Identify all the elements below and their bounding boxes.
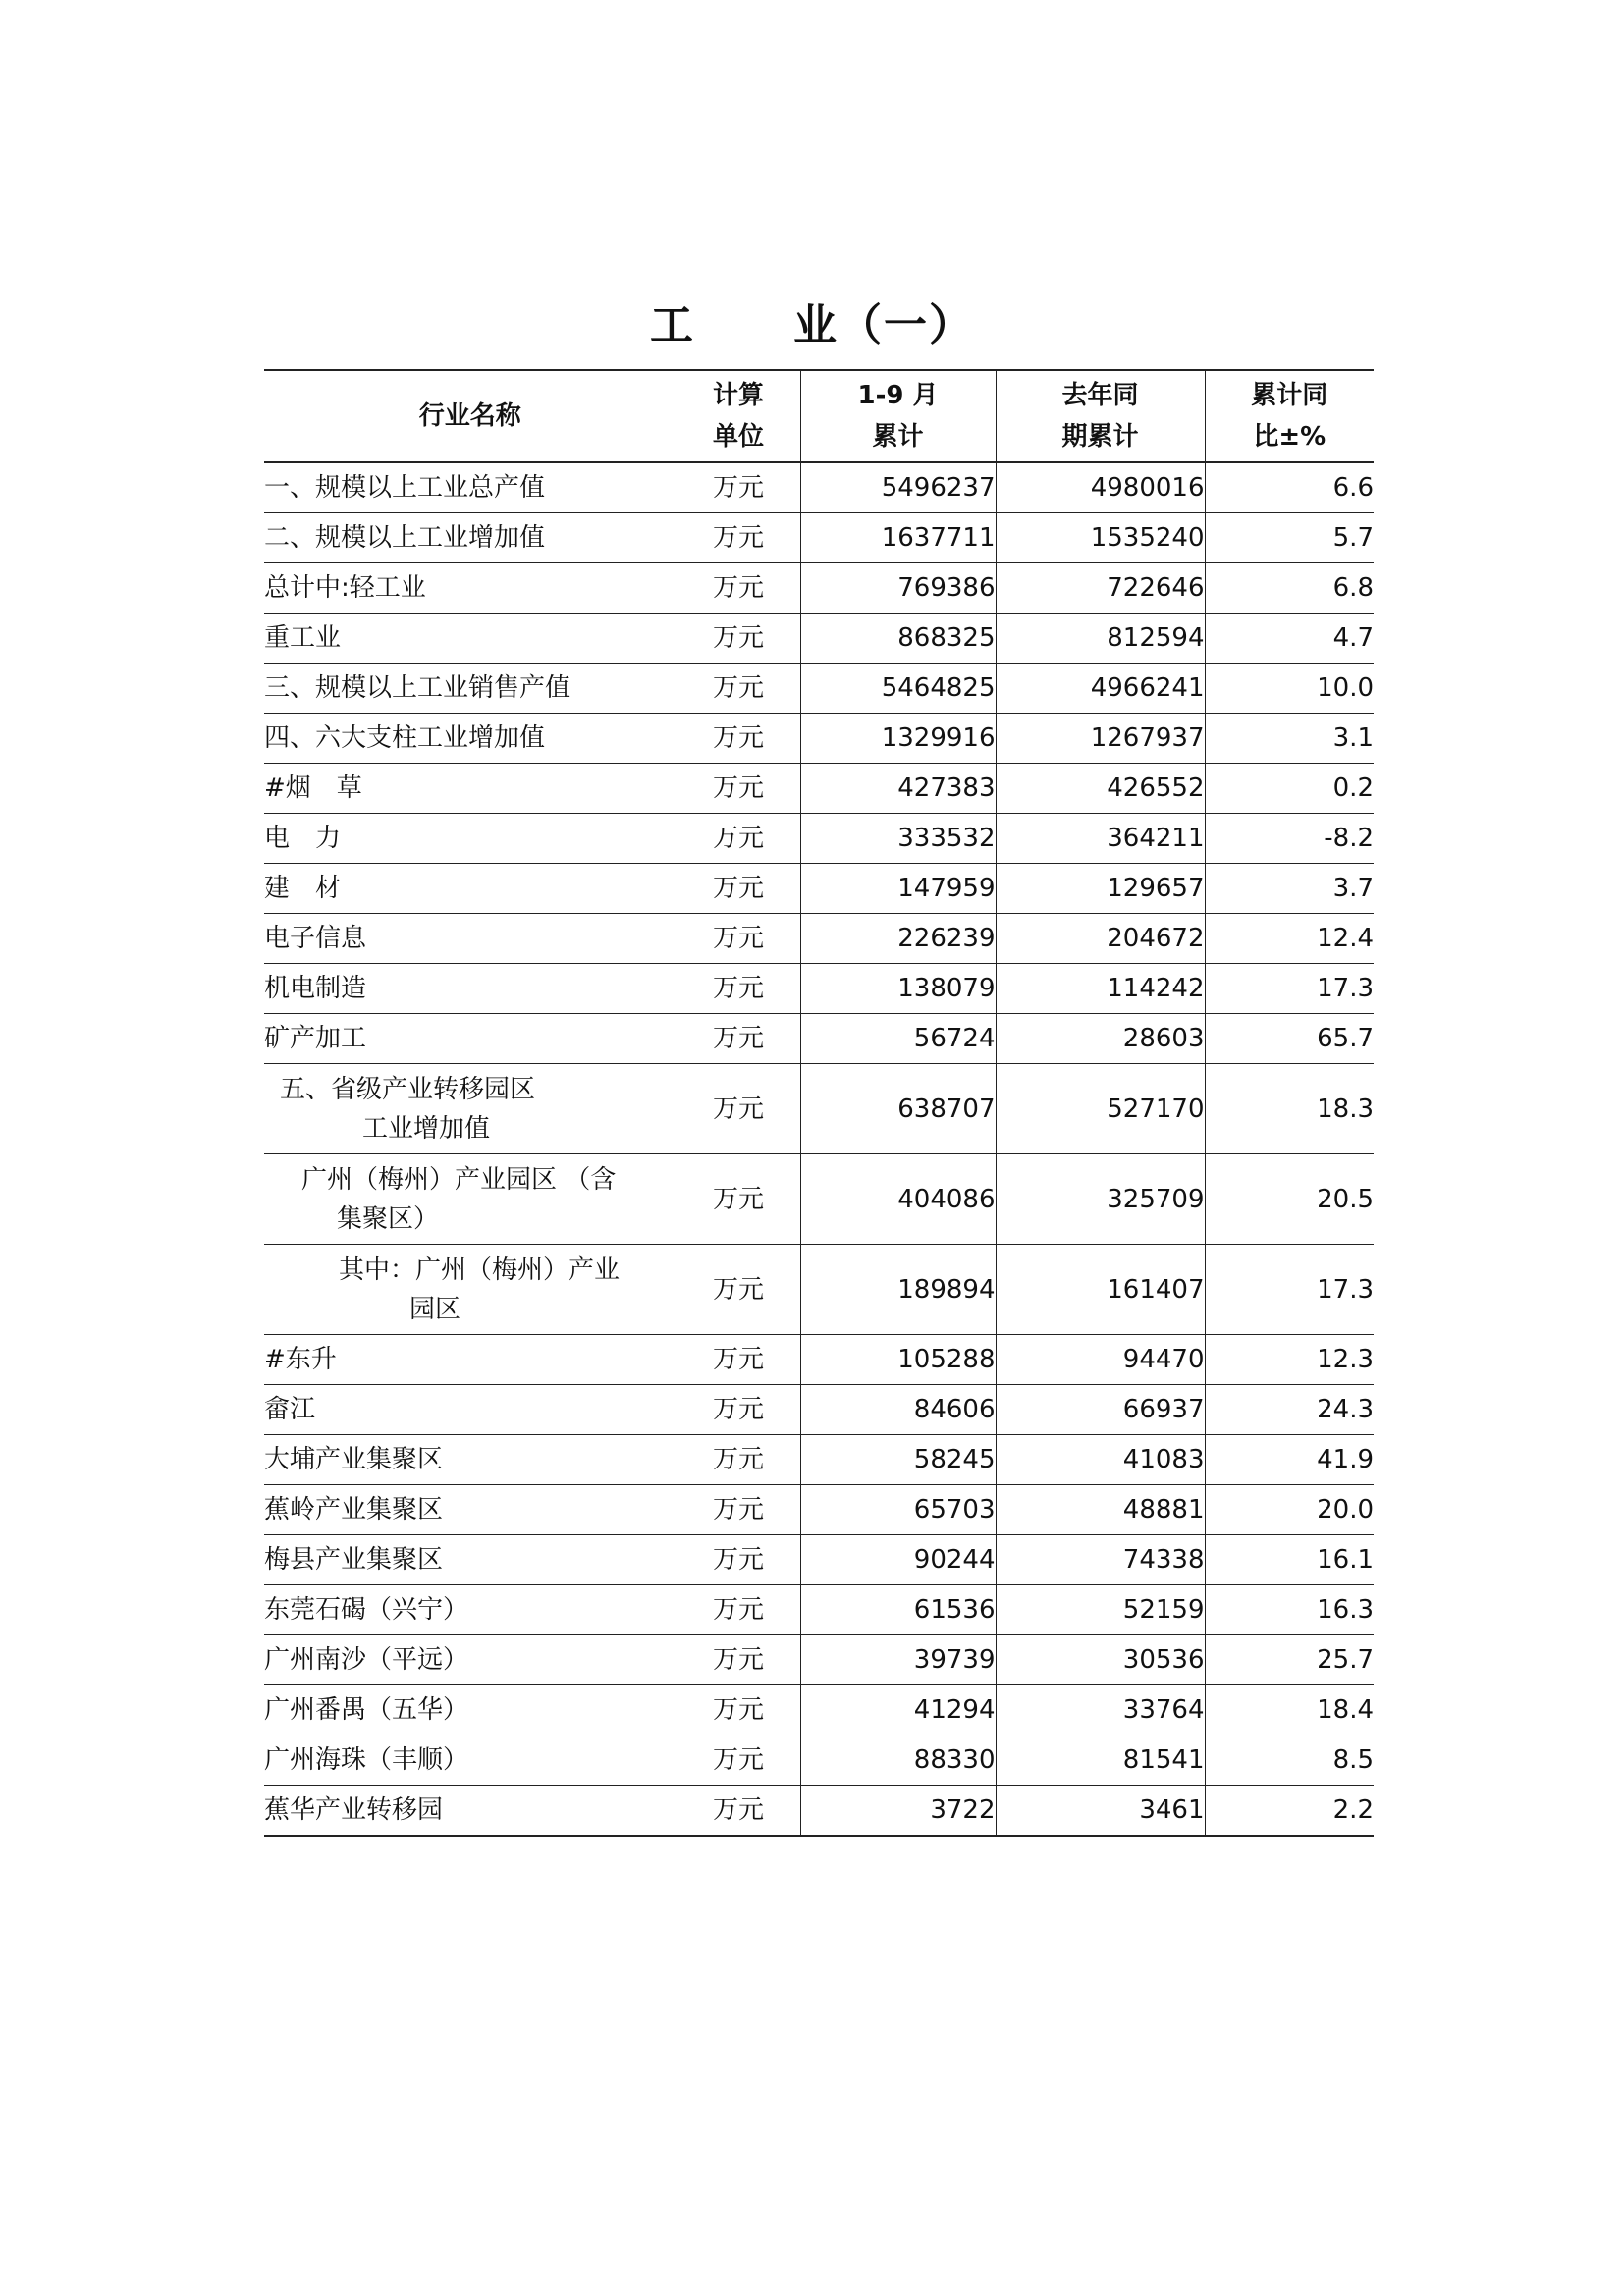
row-previous: 325709 xyxy=(996,1154,1205,1245)
row-percent: 65.7 xyxy=(1205,1014,1374,1064)
row-current: 427383 xyxy=(800,764,996,814)
row-name: 大埔产业集聚区 xyxy=(264,1435,677,1485)
row-previous: 722646 xyxy=(996,563,1205,614)
row-percent: 18.3 xyxy=(1205,1064,1374,1154)
page-title-left: 工 xyxy=(650,300,695,350)
row-percent: 3.7 xyxy=(1205,864,1374,914)
row-unit: 万元 xyxy=(677,1685,800,1735)
row-previous: 364211 xyxy=(996,814,1205,864)
row-name: 建 材 xyxy=(264,864,677,914)
industry-table xyxy=(264,369,1374,1837)
table-row xyxy=(264,814,1374,864)
row-unit: 万元 xyxy=(677,764,800,814)
row-unit: 万元 xyxy=(677,1735,800,1786)
row-percent: 8.5 xyxy=(1205,1735,1374,1786)
row-percent: 6.6 xyxy=(1205,462,1374,513)
row-name: 重工业 xyxy=(264,614,677,664)
table-row xyxy=(264,1735,1374,1786)
row-name: 梅县产业集聚区 xyxy=(264,1535,677,1585)
row-percent: 17.3 xyxy=(1205,1245,1374,1335)
table-row xyxy=(264,1245,1374,1335)
row-previous: 48881 xyxy=(996,1485,1205,1535)
table-row xyxy=(264,1435,1374,1485)
row-name: 广州南沙（平远） xyxy=(264,1635,677,1685)
row-previous: 30536 xyxy=(996,1635,1205,1685)
row-current: 638707 xyxy=(800,1064,996,1154)
row-percent: 16.1 xyxy=(1205,1535,1374,1585)
row-unit: 万元 xyxy=(677,1385,800,1435)
row-previous: 94470 xyxy=(996,1335,1205,1385)
row-unit: 万元 xyxy=(677,614,800,664)
page-title xyxy=(0,294,1624,357)
row-unit: 万元 xyxy=(677,513,800,563)
table-row xyxy=(264,614,1374,664)
row-current: 769386 xyxy=(800,563,996,614)
row-current: 41294 xyxy=(800,1685,996,1735)
row-unit: 万元 xyxy=(677,914,800,964)
row-name: 广州（梅州）产业园区 （含 集聚区） xyxy=(264,1154,677,1245)
row-percent: 17.3 xyxy=(1205,964,1374,1014)
row-percent: 18.4 xyxy=(1205,1685,1374,1735)
row-name: 五、省级产业转移园区 工业增加值 xyxy=(264,1064,677,1154)
row-current: 58245 xyxy=(800,1435,996,1485)
table-row xyxy=(264,513,1374,563)
table-row xyxy=(264,1335,1374,1385)
row-current: 189894 xyxy=(800,1245,996,1335)
row-unit: 万元 xyxy=(677,563,800,614)
row-percent: 16.3 xyxy=(1205,1585,1374,1635)
row-percent: 12.4 xyxy=(1205,914,1374,964)
table-row xyxy=(264,1786,1374,1837)
row-name: 畲江 xyxy=(264,1385,677,1435)
row-name: 蕉岭产业集聚区 xyxy=(264,1485,677,1535)
table-row xyxy=(264,563,1374,614)
row-name: 广州海珠（丰顺） xyxy=(264,1735,677,1786)
row-unit: 万元 xyxy=(677,1335,800,1385)
row-previous: 74338 xyxy=(996,1535,1205,1585)
row-percent: -8.2 xyxy=(1205,814,1374,864)
row-percent: 12.3 xyxy=(1205,1335,1374,1385)
row-current: 56724 xyxy=(800,1014,996,1064)
table-row xyxy=(264,1064,1374,1154)
row-unit: 万元 xyxy=(677,1485,800,1535)
table-row xyxy=(264,1014,1374,1064)
row-current: 88330 xyxy=(800,1735,996,1786)
row-previous: 1535240 xyxy=(996,513,1205,563)
row-name: 二、规模以上工业增加值 xyxy=(264,513,677,563)
row-unit: 万元 xyxy=(677,1786,800,1837)
row-percent: 6.8 xyxy=(1205,563,1374,614)
row-name: 矿产加工 xyxy=(264,1014,677,1064)
row-unit: 万元 xyxy=(677,664,800,714)
row-name: 其中：广州（梅州）产业 园区 xyxy=(264,1245,677,1335)
row-percent: 41.9 xyxy=(1205,1435,1374,1485)
row-unit: 万元 xyxy=(677,1064,800,1154)
row-percent: 25.7 xyxy=(1205,1635,1374,1685)
table-row xyxy=(264,714,1374,764)
row-unit: 万元 xyxy=(677,1585,800,1635)
row-previous: 52159 xyxy=(996,1585,1205,1635)
row-current: 65703 xyxy=(800,1485,996,1535)
row-unit: 万元 xyxy=(677,1154,800,1245)
row-unit: 万元 xyxy=(677,1435,800,1485)
row-name: 电 力 xyxy=(264,814,677,864)
row-current: 226239 xyxy=(800,914,996,964)
row-previous: 4980016 xyxy=(996,462,1205,513)
row-name: 广州番禺（五华） xyxy=(264,1685,677,1735)
row-percent: 4.7 xyxy=(1205,614,1374,664)
row-unit: 万元 xyxy=(677,864,800,914)
table-row xyxy=(264,764,1374,814)
row-current: 404086 xyxy=(800,1154,996,1245)
row-previous: 161407 xyxy=(996,1245,1205,1335)
row-name: 电子信息 xyxy=(264,914,677,964)
row-current: 105288 xyxy=(800,1335,996,1385)
table-row xyxy=(264,1635,1374,1685)
row-percent: 24.3 xyxy=(1205,1385,1374,1435)
header-percent: 累计同 比±% xyxy=(1205,370,1374,462)
row-percent: 3.1 xyxy=(1205,714,1374,764)
header-name: 行业名称 xyxy=(264,370,677,462)
row-current: 1329916 xyxy=(800,714,996,764)
row-unit: 万元 xyxy=(677,1245,800,1335)
table-row xyxy=(264,1535,1374,1585)
row-name: 三、规模以上工业销售产值 xyxy=(264,664,677,714)
row-percent: 20.5 xyxy=(1205,1154,1374,1245)
row-unit: 万元 xyxy=(677,462,800,513)
row-percent: 10.0 xyxy=(1205,664,1374,714)
table-row xyxy=(264,664,1374,714)
table-header-row xyxy=(264,370,1374,462)
table-row xyxy=(264,964,1374,1014)
row-previous: 204672 xyxy=(996,914,1205,964)
row-percent: 0.2 xyxy=(1205,764,1374,814)
row-previous: 4966241 xyxy=(996,664,1205,714)
row-unit: 万元 xyxy=(677,814,800,864)
row-current: 61536 xyxy=(800,1585,996,1635)
table-row xyxy=(264,462,1374,513)
row-percent: 5.7 xyxy=(1205,513,1374,563)
row-previous: 114242 xyxy=(996,964,1205,1014)
header-current: 1-9 月 累计 xyxy=(800,370,996,462)
row-previous: 129657 xyxy=(996,864,1205,914)
page-title-right: 业（一） xyxy=(793,300,974,350)
table-row xyxy=(264,1385,1374,1435)
row-previous: 1267937 xyxy=(996,714,1205,764)
table-row xyxy=(264,864,1374,914)
row-previous: 3461 xyxy=(996,1786,1205,1837)
row-current: 3722 xyxy=(800,1786,996,1837)
table-row xyxy=(264,914,1374,964)
row-name: 四、六大支柱工业增加值 xyxy=(264,714,677,764)
row-unit: 万元 xyxy=(677,714,800,764)
row-name: 机电制造 xyxy=(264,964,677,1014)
row-previous: 426552 xyxy=(996,764,1205,814)
row-previous: 812594 xyxy=(996,614,1205,664)
table-row xyxy=(264,1585,1374,1635)
row-name: #东升 xyxy=(264,1335,677,1385)
row-current: 5496237 xyxy=(800,462,996,513)
row-previous: 33764 xyxy=(996,1685,1205,1735)
row-unit: 万元 xyxy=(677,1635,800,1685)
row-current: 868325 xyxy=(800,614,996,664)
row-name: 总计中:轻工业 xyxy=(264,563,677,614)
row-previous: 81541 xyxy=(996,1735,1205,1786)
row-percent: 2.2 xyxy=(1205,1786,1374,1837)
row-current: 1637711 xyxy=(800,513,996,563)
header-previous: 去年同 期累计 xyxy=(996,370,1205,462)
row-unit: 万元 xyxy=(677,964,800,1014)
row-name: 蕉华产业转移园 xyxy=(264,1786,677,1837)
table-row xyxy=(264,1154,1374,1245)
row-current: 138079 xyxy=(800,964,996,1014)
row-current: 39739 xyxy=(800,1635,996,1685)
row-unit: 万元 xyxy=(677,1535,800,1585)
table-row xyxy=(264,1485,1374,1535)
row-current: 333532 xyxy=(800,814,996,864)
table-row xyxy=(264,1685,1374,1735)
row-previous: 527170 xyxy=(996,1064,1205,1154)
row-previous: 66937 xyxy=(996,1385,1205,1435)
row-name: 一、规模以上工业总产值 xyxy=(264,462,677,513)
row-previous: 41083 xyxy=(996,1435,1205,1485)
row-current: 90244 xyxy=(800,1535,996,1585)
header-unit: 计算 单位 xyxy=(677,370,800,462)
row-unit: 万元 xyxy=(677,1014,800,1064)
row-percent: 20.0 xyxy=(1205,1485,1374,1535)
row-name: 东莞石碣（兴宁） xyxy=(264,1585,677,1635)
row-current: 84606 xyxy=(800,1385,996,1435)
row-current: 5464825 xyxy=(800,664,996,714)
row-current: 147959 xyxy=(800,864,996,914)
row-name: #烟 草 xyxy=(264,764,677,814)
row-previous: 28603 xyxy=(996,1014,1205,1064)
